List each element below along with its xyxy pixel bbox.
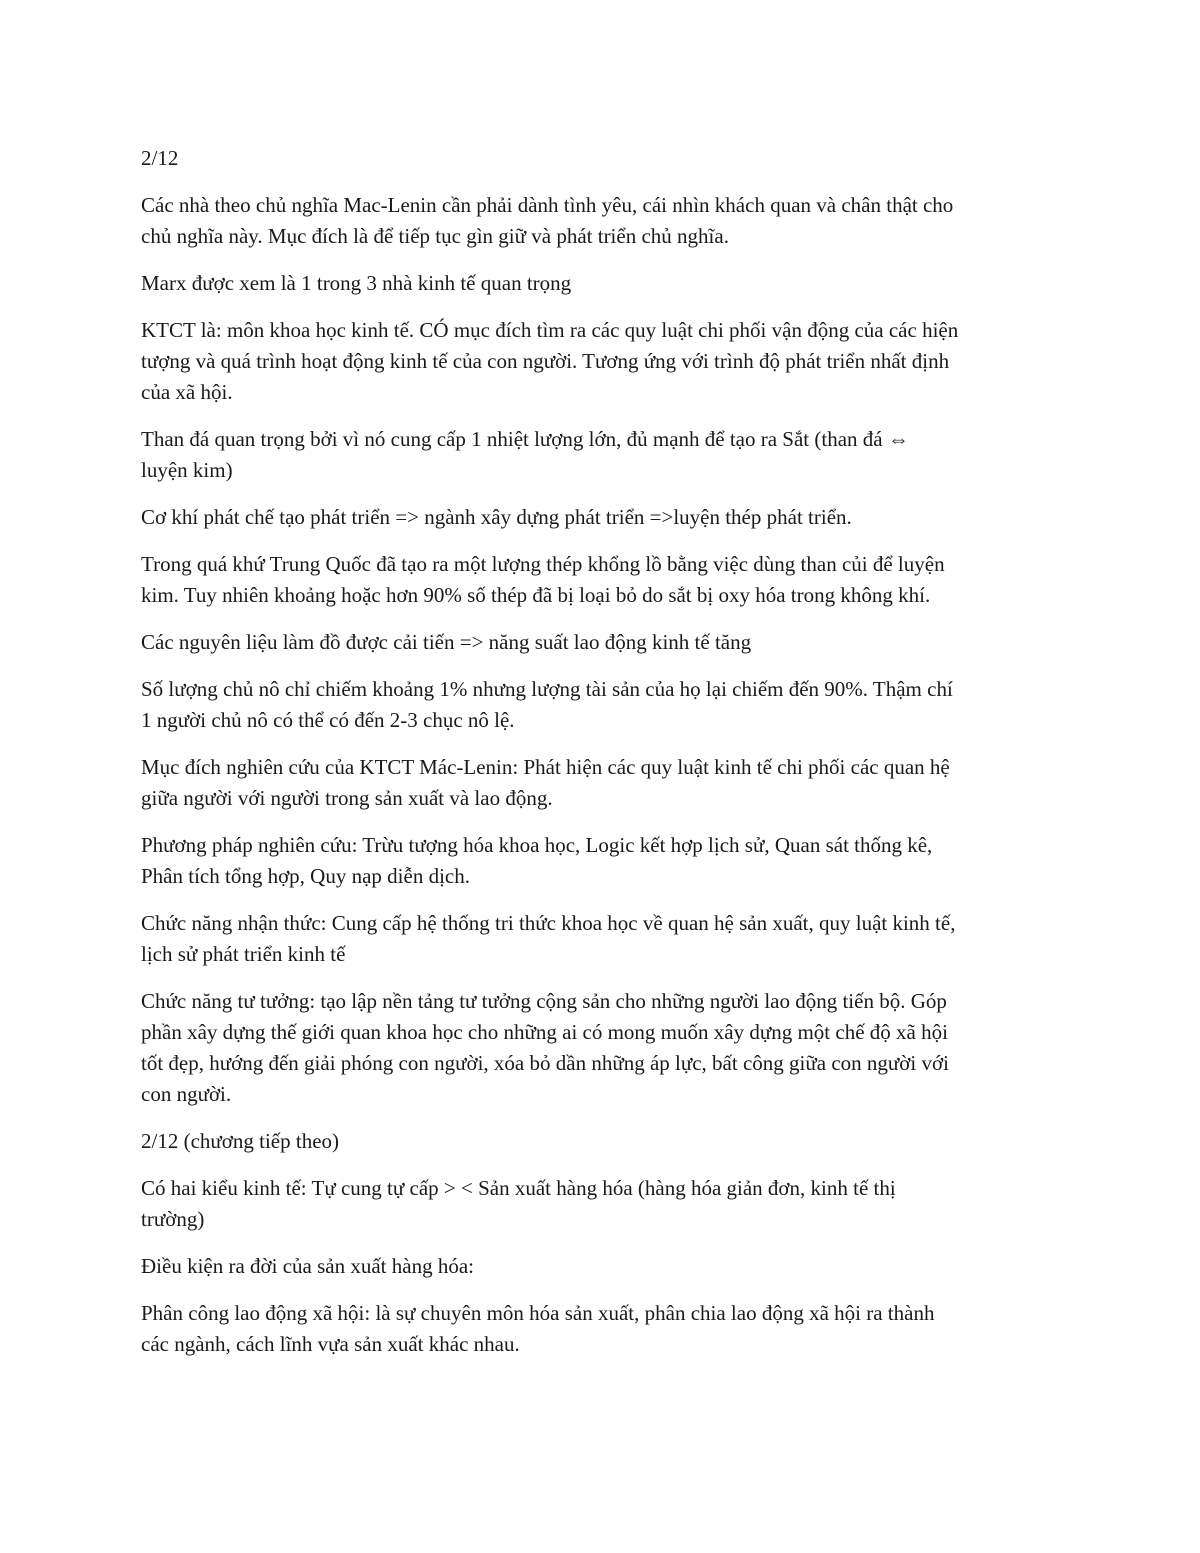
text-line: phần xây dựng thế giới quan khoa học cho những ai có mong muốn xây dựng một chế độ xã hội xyxy=(141,1020,948,1044)
text-line: Chức năng nhận thức: Cung cấp hệ thống tri thức khoa học về quan hệ sản xuất, quy luật kinh tế, xyxy=(141,911,956,935)
paragraph-intro xyxy=(141,190,1060,252)
text-line: Các nguyên liệu làm đồ được cải tiến => năng suất lao động kinh tế tăng xyxy=(141,630,752,654)
text-line: Điều kiện ra đời của sản xuất hàng hóa: xyxy=(141,1254,474,1278)
paragraph-cognitive-function xyxy=(141,908,1060,970)
paragraph-ideological-function xyxy=(141,986,1060,1110)
text-line: luyện kim) xyxy=(141,458,233,482)
text-line: Phương pháp nghiên cứu: Trừu tượng hóa khoa học, Logic kết hợp lịch sử, Quan sát thống kê, xyxy=(141,833,933,857)
paragraph-next-chapter xyxy=(141,1126,1060,1157)
text-line: chủ nghĩa này. Mục đích là để tiếp tục gìn giữ và phát triển chủ nghĩa. xyxy=(141,224,729,248)
text-line: Các nhà theo chủ nghĩa Mac-Lenin cần phải dành tình yêu, cái nhìn khách quan và chân thật cho xyxy=(141,193,954,217)
paragraph-research-purpose xyxy=(141,752,1060,814)
text-line: trường) xyxy=(141,1207,205,1231)
paragraph-china-steel xyxy=(141,549,1060,611)
text-line: 2/12 xyxy=(141,146,179,170)
paragraph-mechanics xyxy=(141,502,1060,533)
text-line: Cơ khí phát chế tạo phát triển => ngành xây dựng phát triển =>luyện thép phát triển. xyxy=(141,505,852,529)
paragraph-slave-owners xyxy=(141,674,1060,736)
text-line: 2/12 (chương tiếp theo) xyxy=(141,1129,340,1153)
text-line: kim. Tuy nhiên khoảng hoặc hơn 90% số thép đã bị loại bỏ do sắt bị oxy hóa trong không khí. xyxy=(141,583,931,607)
text-line: Mục đích nghiên cứu của KTCT Mác-Lenin: Phát hiện các quy luật kinh tế chi phối các quan hệ xyxy=(141,755,950,779)
paragraph-ktct-definition xyxy=(141,315,1060,408)
text-line: KTCT là: môn khoa học kinh tế. CÓ mục đích tìm ra các quy luật chi phối vận động của các hiện xyxy=(141,318,959,342)
text-line: của xã hội. xyxy=(141,380,233,404)
paragraph-marx xyxy=(141,268,1060,299)
text-line: 1 người chủ nô có thể có đến 2-3 chục nô lệ. xyxy=(141,708,515,732)
paragraph-research-methods xyxy=(141,830,1060,892)
text-line: giữa người với người trong sản xuất và lao động. xyxy=(141,786,553,810)
text-line: lịch sử phát triển kinh tế xyxy=(141,942,346,966)
text-line: tốt đẹp, hướng đến giải phóng con người, xóa bỏ dần những áp lực, bất công giữa con người với xyxy=(141,1051,949,1075)
paragraph-conditions xyxy=(141,1251,1060,1282)
paragraph-division-of-labor xyxy=(141,1298,1060,1360)
text-line: Marx được xem là 1 trong 3 nhà kinh tế quan trọng xyxy=(141,271,572,295)
paragraph-economy-types xyxy=(141,1173,1060,1235)
text-line: Than đá quan trọng bởi vì nó cung cấp 1 nhiệt lượng lớn, đủ mạnh để tạo ra Sắt (than đá ⇔ xyxy=(141,427,909,451)
text-line: Trong quá khứ Trung Quốc đã tạo ra một lượng thép khổng lồ bằng việc dùng than củi để luyện xyxy=(141,552,945,576)
text-line: Phân công lao động xã hội: là sự chuyên môn hóa sản xuất, phân chia lao động xã hội ra thành xyxy=(141,1301,935,1325)
text-line: Phân tích tổng hợp, Quy nạp diễn dịch. xyxy=(141,864,470,888)
text-line: các ngành, cách lĩnh vựa sản xuất khác nhau. xyxy=(141,1332,520,1356)
paragraph-coal xyxy=(141,424,1060,486)
paragraph-materials xyxy=(141,627,1060,658)
text-line: Chức năng tư tưởng: tạo lập nền tảng tư tưởng cộng sản cho những người lao động tiến bộ. Góp xyxy=(141,989,947,1013)
text-line: Có hai kiểu kinh tế: Tự cung tự cấp > < Sản xuất hàng hóa (hàng hóa giản đơn, kinh tế thị xyxy=(141,1176,896,1200)
text-line: Số lượng chủ nô chỉ chiếm khoảng 1% nhưng lượng tài sản của họ lại chiếm đến 90%. Thậm chí xyxy=(141,677,953,701)
paragraph-date xyxy=(141,143,1060,174)
text-line: tượng và quá trình hoạt động kinh tế của con người. Tương ứng với trình độ phát triển nhất định xyxy=(141,349,950,373)
text-line: con người. xyxy=(141,1082,232,1106)
